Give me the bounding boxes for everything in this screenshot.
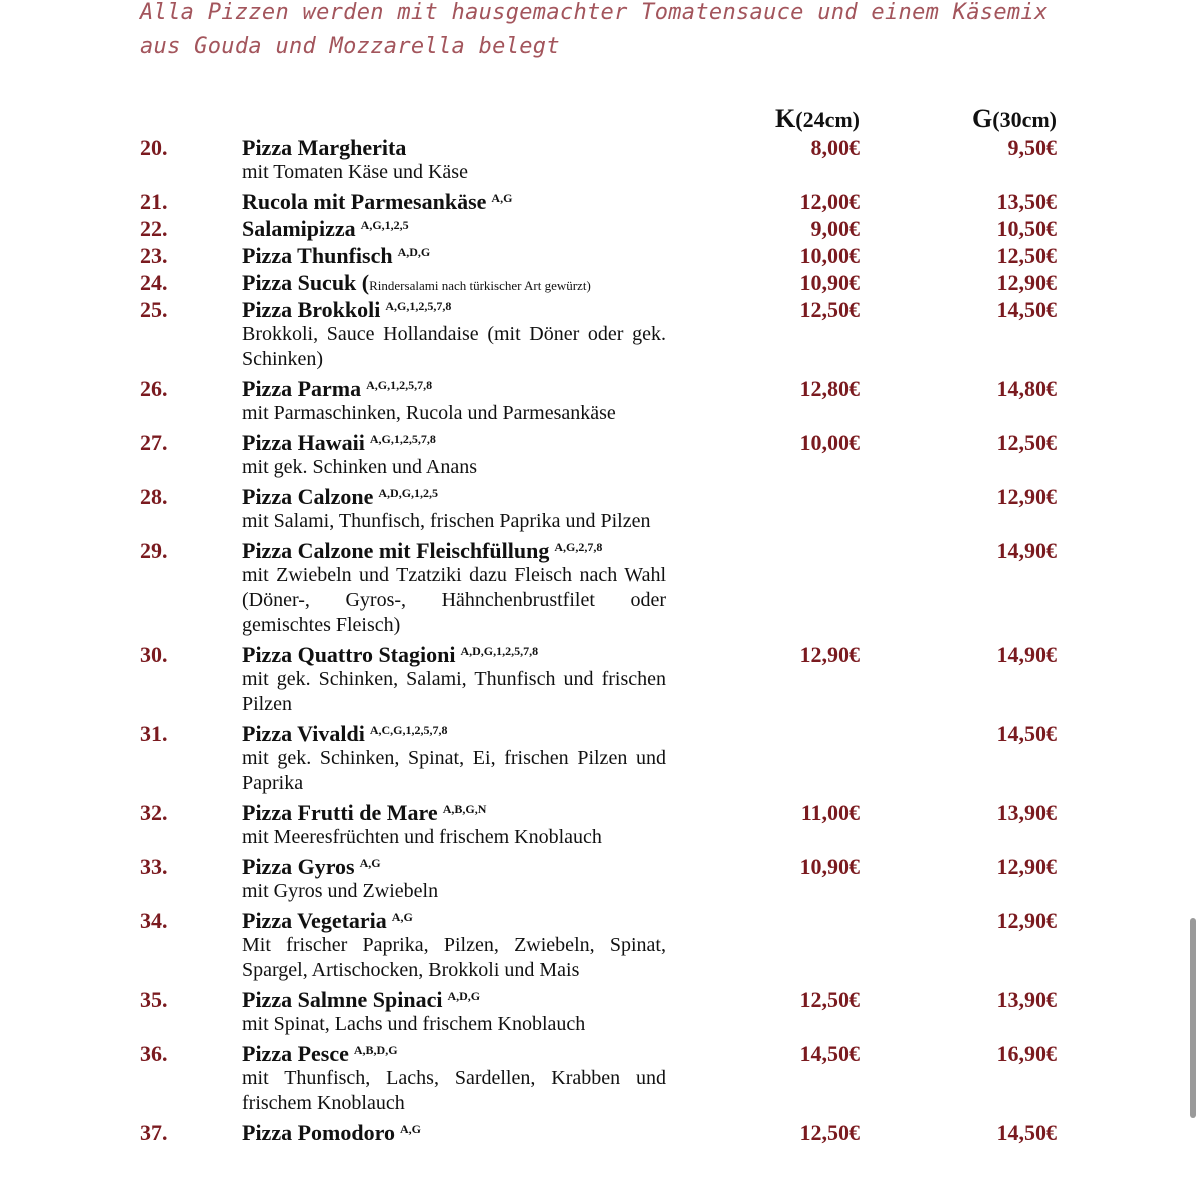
price-small: 10,90€ <box>799 854 860 879</box>
item-name-wrap <box>242 187 512 217</box>
price-small: 10,00€ <box>799 430 860 455</box>
allergen-codes: A,G,1,2,5 <box>360 218 409 232</box>
item-name: Pizza Thunfisch <box>242 243 393 268</box>
menu-item-line <box>0 241 1200 268</box>
price-large: 10,50€ <box>996 216 1057 241</box>
price-small: 12,50€ <box>799 987 860 1012</box>
price-large: 14,90€ <box>996 538 1057 563</box>
price-large: 14,50€ <box>996 721 1057 746</box>
menu-item <box>0 428 1200 482</box>
price-large: 13,90€ <box>996 987 1057 1012</box>
menu-item-line <box>0 187 1200 214</box>
price-large: 13,50€ <box>996 189 1057 214</box>
item-name: Pizza Sucuk ( <box>242 270 370 295</box>
item-number: 25. <box>140 297 168 322</box>
allergen-codes: A,G,2,7,8 <box>554 540 603 554</box>
price-small: 8,00€ <box>810 135 860 160</box>
item-number: 23. <box>140 243 168 268</box>
allergen-codes: A,C,G,1,2,5,7,8 <box>369 723 448 737</box>
item-description: mit Zwiebeln und Tzatziki dazu Fleisch nach Wahl (Döner-, Gyros-, Hähnchenbrustfilet oder gemischtes Fleisch) <box>242 564 666 636</box>
item-number: 29. <box>140 538 168 563</box>
item-name: Salamipizza <box>242 216 356 241</box>
price-small: 11,00€ <box>800 800 860 825</box>
item-name: Rucola mit Parmesankäse <box>242 189 487 214</box>
item-number: 33. <box>140 854 168 879</box>
item-number: 36. <box>140 1041 168 1066</box>
item-name: Pizza Quattro Stagioni <box>242 642 456 667</box>
item-name: Pizza Margherita <box>242 135 407 160</box>
menu-item <box>0 985 1200 1039</box>
menu-item-line <box>0 640 1200 667</box>
item-name-wrap <box>242 719 448 749</box>
price-small: 14,50€ <box>799 1041 860 1066</box>
allergen-codes: A,G <box>491 191 513 205</box>
menu-item-line <box>0 482 1200 509</box>
item-description: mit Spinat, Lachs und frischem Knoblauch <box>242 1013 586 1035</box>
price-small: 12,00€ <box>799 189 860 214</box>
item-name: Pizza Pomodoro <box>242 1120 395 1145</box>
item-note: Rindersalami nach türkischer Art gewürzt) <box>369 278 591 293</box>
price-large: 12,90€ <box>996 908 1057 933</box>
menu-list <box>0 133 1200 1145</box>
item-number: 37. <box>140 1120 168 1145</box>
item-number: 30. <box>140 642 168 667</box>
price-large: 14,50€ <box>996 1120 1057 1145</box>
item-description: mit Salami, Thunfisch, frischen Paprika und Pilzen <box>242 510 651 532</box>
price-large: 12,50€ <box>996 243 1057 268</box>
item-number: 34. <box>140 908 168 933</box>
item-number: 31. <box>140 721 168 746</box>
item-name-wrap <box>242 798 486 828</box>
price-small: 10,00€ <box>799 243 860 268</box>
item-name: Pizza Salmne Spinaci <box>242 987 443 1012</box>
menu-item <box>0 214 1200 241</box>
menu-item-line <box>0 268 1200 295</box>
price-small: 12,80€ <box>799 376 860 401</box>
allergen-codes: A,B,D,G <box>353 1043 398 1057</box>
price-large: 12,90€ <box>996 270 1057 295</box>
menu-item-line <box>0 985 1200 1012</box>
small-size: (24cm) <box>795 107 860 132</box>
item-description: mit gek. Schinken und Anans <box>242 456 477 478</box>
item-description: mit Meeresfrüchten und frischem Knoblauch <box>242 826 602 848</box>
item-description: mit gek. Schinken, Spinat, Ei, frischen Pilzen und Paprika <box>242 747 666 794</box>
allergen-codes: A,D,G <box>397 245 431 259</box>
price-small: 12,50€ <box>799 1120 860 1145</box>
menu-item <box>0 1118 1200 1145</box>
allergen-codes: A,G <box>391 910 413 924</box>
menu-item <box>0 374 1200 428</box>
item-name-wrap <box>242 640 538 670</box>
item-description: mit gek. Schinken, Salami, Thunfisch und frischen Pilzen <box>242 668 666 715</box>
allergen-codes: A,G <box>399 1122 421 1136</box>
item-number: 27. <box>140 430 168 455</box>
item-description: mit Tomaten Käse und Käse <box>242 161 468 183</box>
menu-item-line <box>0 428 1200 455</box>
allergen-codes: A,G,1,2,5,7,8 <box>385 299 452 313</box>
price-small: 12,90€ <box>799 642 860 667</box>
menu-item-line <box>0 214 1200 241</box>
allergen-codes: A,G <box>359 856 381 870</box>
price-large: 12,50€ <box>996 430 1057 455</box>
intro-line-1: Alla Pizzen werden mit hausgemachter Tomatensauce und einem Käsemix <box>140 0 1048 25</box>
item-name-wrap <box>242 536 602 566</box>
item-name: Pizza Calzone mit Fleischfüllung <box>242 538 550 563</box>
allergen-codes: A,G,1,2,5,7,8 <box>366 378 433 392</box>
item-name: Pizza Vivaldi <box>242 721 365 746</box>
menu-item-line <box>0 1039 1200 1066</box>
menu-item-line <box>0 906 1200 933</box>
menu-item <box>0 719 1200 798</box>
item-number: 35. <box>140 987 168 1012</box>
menu-item-line <box>0 295 1200 322</box>
price-small: 12,50€ <box>799 297 860 322</box>
item-name: Pizza Frutti de Mare <box>242 800 438 825</box>
item-name: Pizza Brokkoli <box>242 297 381 322</box>
item-name: Pizza Pesce <box>242 1041 349 1066</box>
menu-item <box>0 852 1200 906</box>
price-large: 14,90€ <box>996 642 1057 667</box>
item-name-wrap <box>242 133 406 163</box>
price-large: 16,90€ <box>996 1041 1057 1066</box>
column-header-large <box>972 104 1057 134</box>
menu-item-line <box>0 798 1200 825</box>
item-name-wrap <box>242 374 432 404</box>
price-small: 10,90€ <box>799 270 860 295</box>
menu-item <box>0 1039 1200 1118</box>
item-description: mit Thunfisch, Lachs, Sardellen, Krabben und frischem Knoblauch <box>242 1067 666 1114</box>
allergen-codes: A,D,G,1,2,5,7,8 <box>460 644 539 658</box>
item-description: mit Gyros und Zwiebeln <box>242 880 439 902</box>
item-name-wrap <box>242 295 451 325</box>
scrollbar[interactable] <box>1190 918 1196 1118</box>
menu-item <box>0 798 1200 852</box>
item-name-wrap <box>242 1039 398 1069</box>
menu-item <box>0 187 1200 214</box>
price-large: 14,80€ <box>996 376 1057 401</box>
item-name-wrap <box>242 214 409 244</box>
menu-item <box>0 906 1200 985</box>
allergen-codes: A,D,G <box>447 989 481 1003</box>
item-name: Pizza Parma <box>242 376 362 401</box>
item-description: Brokkoli, Sauce Hollandaise (mit Döner oder gek. Schinken) <box>242 323 666 370</box>
menu-item-line <box>0 133 1200 160</box>
large-letter: G <box>972 104 993 133</box>
item-name: Pizza Hawaii <box>242 430 365 455</box>
item-number: 20. <box>140 135 168 160</box>
menu-item-line <box>0 374 1200 401</box>
item-name: Pizza Gyros <box>242 854 355 879</box>
item-name-wrap <box>242 1118 421 1148</box>
menu-item <box>0 295 1200 374</box>
small-letter: K <box>775 104 796 133</box>
menu-item <box>0 241 1200 268</box>
item-number: 32. <box>140 800 168 825</box>
allergen-codes: A,D,G,1,2,5 <box>378 486 439 500</box>
item-number: 26. <box>140 376 168 401</box>
price-large: 14,50€ <box>996 297 1057 322</box>
price-large: 12,90€ <box>996 484 1057 509</box>
allergen-codes: A,G,1,2,5,7,8 <box>369 432 436 446</box>
intro-line-2: aus Gouda und Mozzarella belegt <box>140 34 560 59</box>
item-number: 28. <box>140 484 168 509</box>
price-large: 9,50€ <box>1007 135 1057 160</box>
menu-item-line <box>0 719 1200 746</box>
item-description: Mit frischer Paprika, Pilzen, Zwiebeln, Spinat, Spargel, Artischocken, Brokkoli und Mais <box>242 934 666 981</box>
large-size: (30cm) <box>992 107 1057 132</box>
allergen-codes: A,B,G,N <box>442 802 487 816</box>
menu-item-line <box>0 852 1200 879</box>
menu-item-line <box>0 536 1200 563</box>
price-large: 12,90€ <box>996 854 1057 879</box>
item-description: mit Parmaschinken, Rucola und Parmesankäse <box>242 402 616 424</box>
item-name-wrap <box>242 985 480 1015</box>
item-name-wrap <box>242 241 430 271</box>
menu-item <box>0 640 1200 719</box>
item-name: Pizza Vegetaria <box>242 908 387 933</box>
item-name: Pizza Calzone <box>242 484 374 509</box>
price-large: 13,90€ <box>996 800 1057 825</box>
item-name-wrap <box>242 852 381 882</box>
item-number: 21. <box>140 189 168 214</box>
menu-item <box>0 536 1200 640</box>
menu-item <box>0 482 1200 536</box>
item-name-wrap <box>242 428 436 458</box>
item-name-wrap <box>242 906 413 936</box>
intro-text <box>140 0 1100 64</box>
column-header-small <box>775 104 860 134</box>
item-number: 24. <box>140 270 168 295</box>
item-number: 22. <box>140 216 168 241</box>
price-small: 9,00€ <box>810 216 860 241</box>
menu-item-line <box>0 1118 1200 1145</box>
menu-item <box>0 268 1200 295</box>
item-name-wrap <box>242 482 438 512</box>
menu-item <box>0 133 1200 187</box>
